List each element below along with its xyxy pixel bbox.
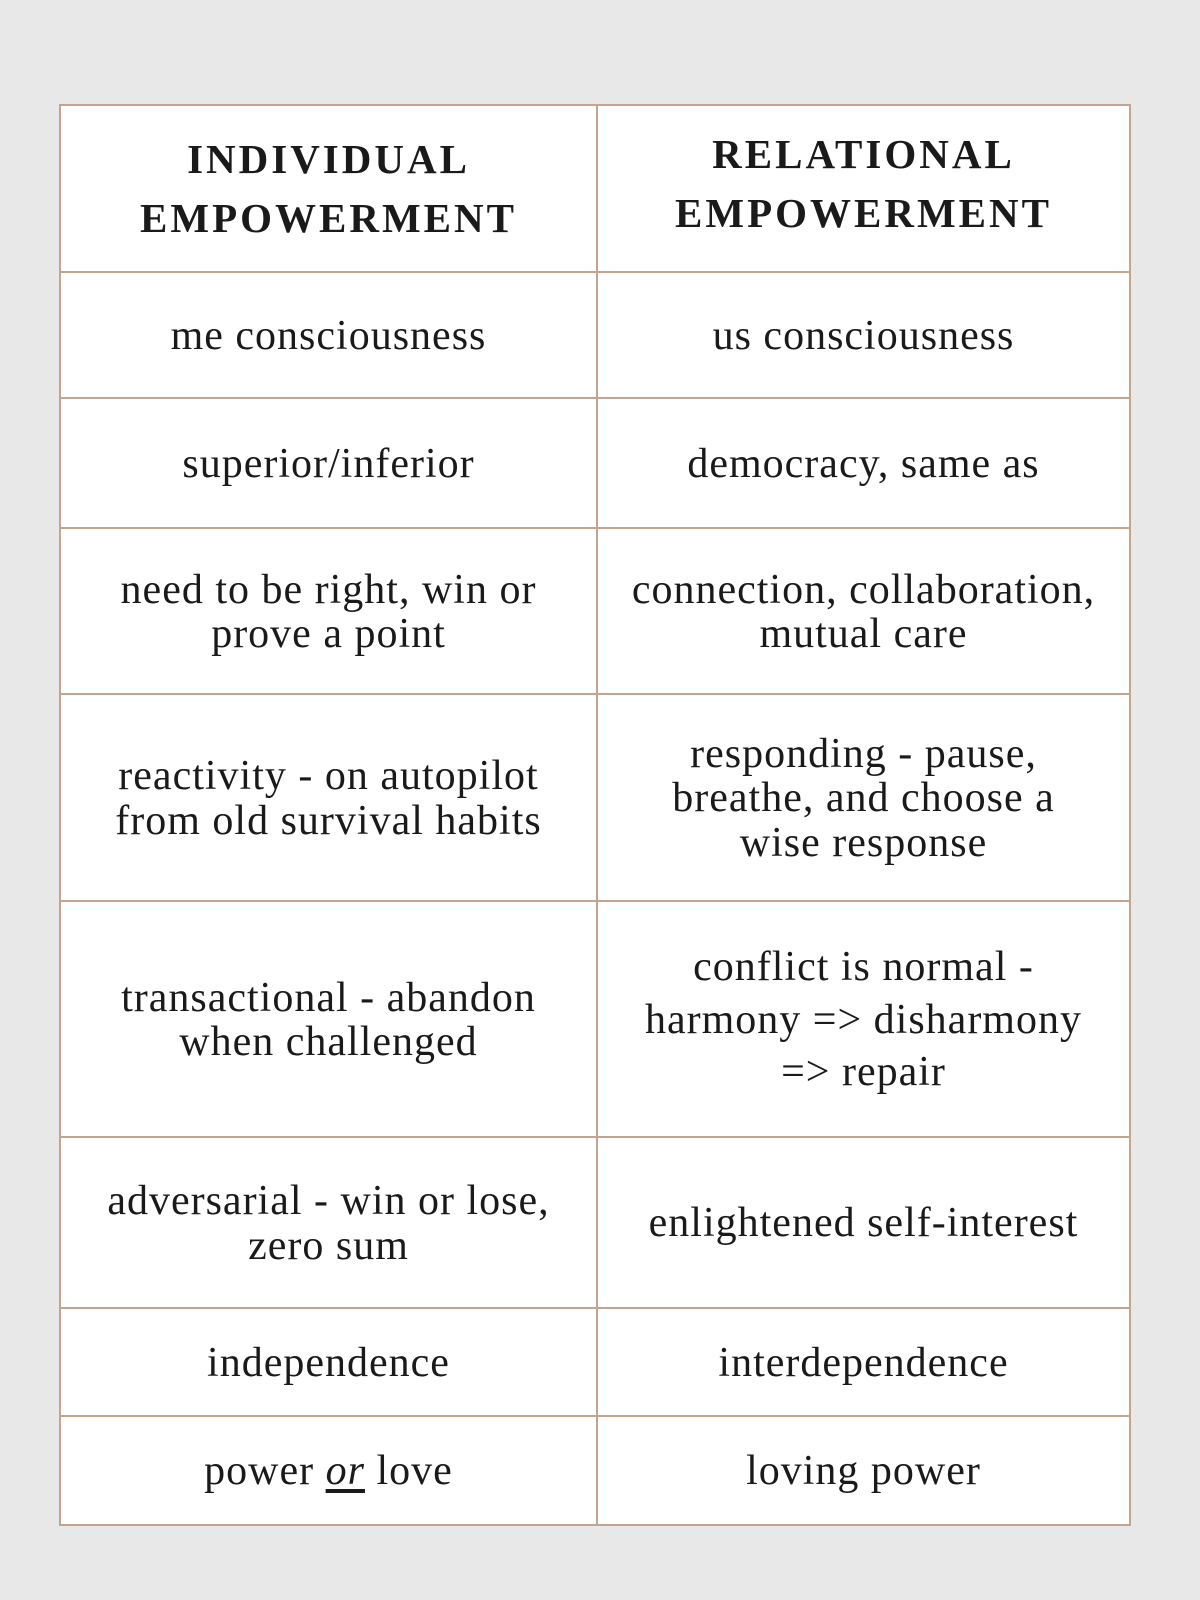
cell-text: interdependence [718, 1339, 1009, 1386]
cell-text: breathe, and choose a [672, 775, 1055, 822]
cell-text: mutual care [759, 611, 968, 657]
cell-text: democracy, same as [687, 440, 1040, 487]
table-row [61, 693, 1129, 902]
relational-cell [598, 273, 1129, 399]
cell-text: from old survival habits [115, 797, 542, 844]
relational-cell [598, 529, 1129, 695]
individual-cell [61, 1309, 598, 1417]
cell-text: love [365, 1448, 453, 1495]
cell-text: adversarial - win or lose, [107, 1178, 550, 1225]
cell-text: superior/inferior [182, 440, 475, 487]
relational-cell [598, 695, 1129, 902]
individual-cell [61, 273, 598, 399]
individual-cell [61, 695, 598, 902]
table-row [61, 1307, 1129, 1417]
cell-text: reactivity - on autopilot [118, 753, 539, 800]
relational-cell [598, 399, 1129, 529]
cell-text: need to be right, win or [120, 566, 537, 613]
cell-text: prove a point [211, 611, 446, 657]
cell-text: me consciousness [170, 312, 487, 359]
header-individual-empowerment [61, 106, 598, 271]
table-row [61, 1415, 1129, 1526]
cell-text: zero sum [248, 1222, 409, 1269]
cell-text: => repair [781, 1049, 946, 1096]
cell-text: responding - pause, [690, 731, 1037, 778]
relational-cell [598, 1138, 1129, 1309]
relational-cell [598, 902, 1129, 1138]
table-row [61, 900, 1129, 1138]
individual-cell [61, 399, 598, 529]
cell-text: harmony => disharmony [645, 996, 1082, 1043]
header-individual-line1: INDIVIDUAL [187, 136, 470, 183]
emphasis-word: or [325, 1448, 365, 1495]
individual-cell [61, 1138, 598, 1309]
individual-cell [61, 529, 598, 695]
relational-cell [598, 1309, 1129, 1417]
table-row [61, 1136, 1129, 1309]
individual-cell [61, 902, 598, 1138]
table-row [61, 527, 1129, 695]
cell-text: enlightened self-interest [648, 1200, 1079, 1247]
comparison-table [59, 104, 1131, 1526]
relational-cell [598, 1417, 1129, 1526]
cell-text: conflict is normal - [693, 944, 1034, 991]
table-row [61, 271, 1129, 399]
header-relational-empowerment [598, 106, 1129, 271]
cell-text: power [204, 1448, 326, 1495]
cell-text: when challenged [179, 1019, 478, 1065]
cell-text: independence [207, 1339, 450, 1386]
individual-cell [61, 1417, 598, 1526]
header-row [61, 106, 1129, 271]
cell-text: wise response [739, 819, 988, 866]
cell-text: us consciousness [712, 312, 1015, 359]
header-individual-line2: EMPOWERMENT [140, 194, 517, 241]
header-relational-line1: RELATIONAL [712, 131, 1015, 178]
table-row [61, 397, 1129, 529]
cell-text: loving power [746, 1448, 981, 1495]
header-relational-line2: EMPOWERMENT [675, 189, 1052, 236]
cell-text: transactional - abandon [121, 974, 536, 1021]
cell-text: connection, collaboration, [631, 566, 1096, 613]
